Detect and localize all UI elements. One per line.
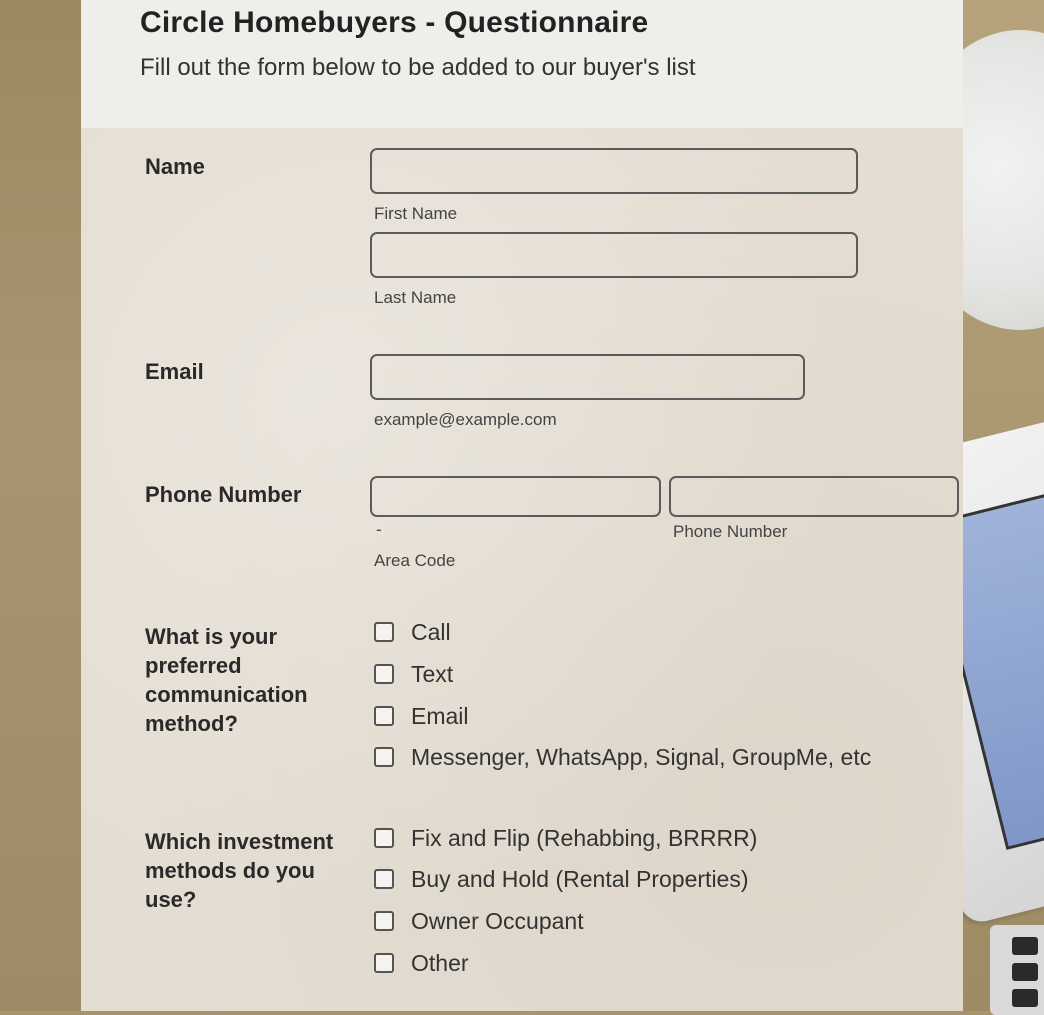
checkbox[interactable]	[374, 869, 394, 889]
area-code-input[interactable]	[370, 476, 661, 517]
communication-option-email[interactable]	[374, 701, 469, 731]
keyboard-key	[1012, 937, 1038, 955]
checkbox[interactable]	[374, 664, 394, 684]
phone-number-sublabel: Phone Number	[673, 522, 788, 541]
checkbox[interactable]	[374, 828, 394, 848]
option-label: Call	[411, 618, 451, 645]
last-name-sublabel: Last Name	[374, 288, 457, 307]
first-name-sublabel: First Name	[374, 204, 458, 223]
name-question-label: Name	[145, 154, 205, 179]
last-name-input[interactable]	[370, 232, 858, 278]
investment-question-label: Which investment methods do you use?	[145, 829, 334, 912]
checkbox[interactable]	[374, 953, 394, 973]
option-label: Owner Occupant	[411, 907, 584, 934]
phone-question-label: Phone Number	[145, 482, 302, 507]
checkbox[interactable]	[374, 911, 394, 931]
form-header	[81, 0, 963, 128]
checkbox[interactable]	[374, 706, 394, 726]
checkbox[interactable]	[374, 747, 394, 767]
form-subtitle: Fill out the form below to be added to our buyer's list	[140, 54, 696, 81]
communication-question-label: What is your preferred communication method?	[145, 624, 308, 736]
investment-option-owner-occupant[interactable]	[374, 906, 584, 936]
option-label: Fix and Flip (Rehabbing, BRRRR)	[411, 824, 758, 851]
investment-option-buy-and-hold[interactable]	[374, 864, 749, 894]
email-input[interactable]	[370, 354, 805, 400]
form-title: Circle Homebuyers - Questionnaire	[140, 6, 649, 39]
email-question-label: Email	[145, 359, 204, 384]
background-keyboard-image	[990, 925, 1044, 1015]
option-label: Email	[411, 702, 469, 729]
option-label: Buy and Hold (Rental Properties)	[411, 865, 749, 892]
option-label: Text	[411, 660, 454, 687]
option-label: Messenger, WhatsApp, Signal, GroupMe, etc	[411, 743, 872, 770]
keyboard-key	[1012, 989, 1038, 1007]
background-desk-left	[0, 0, 81, 1011]
communication-option-text[interactable]	[374, 659, 453, 689]
form-card	[81, 0, 963, 1011]
first-name-input[interactable]	[370, 148, 858, 194]
phone-number-input[interactable]	[669, 476, 959, 517]
keyboard-key	[1012, 963, 1038, 981]
investment-option-other[interactable]	[374, 948, 469, 978]
communication-option-call[interactable]	[374, 617, 451, 647]
email-hint: example@example.com	[374, 410, 557, 429]
checkbox[interactable]	[374, 622, 394, 642]
option-label: Other	[411, 949, 469, 976]
investment-option-fix-and-flip[interactable]	[374, 823, 757, 853]
communication-option-messenger[interactable]	[374, 742, 871, 772]
area-code-sublabel: Area Code	[374, 551, 456, 570]
phone-separator: -	[376, 520, 382, 539]
